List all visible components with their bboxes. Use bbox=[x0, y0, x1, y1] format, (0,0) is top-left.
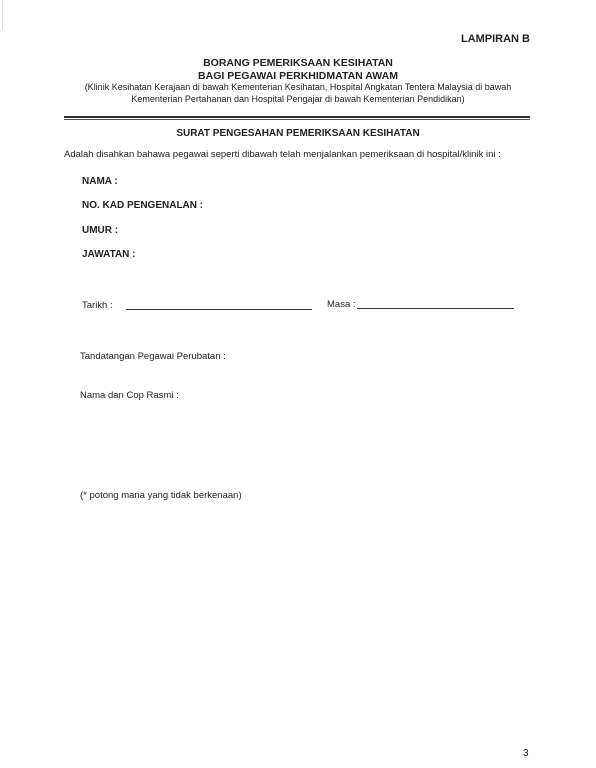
form-title-line2: BAGI PEGAWAI PERKHIDMATAN AWAM bbox=[198, 70, 398, 82]
masa-input-line[interactable] bbox=[357, 308, 514, 309]
section-title: SURAT PENGESAHAN PEMERIKSAAN KESIHATAN bbox=[176, 128, 420, 139]
field-umur-label: UMUR : bbox=[82, 225, 119, 236]
tarikh-label: Tarikh : bbox=[82, 300, 113, 311]
form-note-line2: Kementerian Pertahanan dan Hospital Pengajar di bawah Kementerian Pendidikan) bbox=[131, 94, 465, 104]
intro-text: Adalah disahkan bahawa pegawai seperti dibawah telah menjalankan pemeriksaan di hospital/klinik ini : bbox=[64, 149, 501, 160]
scan-edge-mark bbox=[2, 0, 3, 30]
field-ic-number-label: NO. KAD PENGENALAN : bbox=[82, 200, 204, 211]
header-divider-thick bbox=[64, 116, 530, 118]
field-jawatan-label: JAWATAN : bbox=[82, 249, 136, 260]
masa-label: Masa : bbox=[327, 299, 356, 310]
form-note-line1: (Klinik Kesihatan Kerajaan di bawah Kementerian Kesihatan, Hospital Angkatan Tentera Malaysia di bawah bbox=[84, 82, 512, 92]
page-number: 3 bbox=[523, 748, 529, 759]
footnote: (* potong mana yang tidak berkenaan) bbox=[80, 490, 242, 501]
header-divider-thin bbox=[64, 119, 530, 120]
form-title-line1: BORANG PEMERIKSAAN KESIHATAN bbox=[203, 57, 393, 69]
attachment-label: LAMPIRAN B bbox=[460, 33, 530, 45]
field-nama-label: NAMA : bbox=[82, 176, 118, 187]
signature-label: Tandatangan Pegawai Perubatan : bbox=[80, 351, 226, 362]
official-stamp-label: Nama dan Cop Rasmi : bbox=[80, 390, 179, 401]
tarikh-input-line[interactable] bbox=[126, 309, 312, 310]
